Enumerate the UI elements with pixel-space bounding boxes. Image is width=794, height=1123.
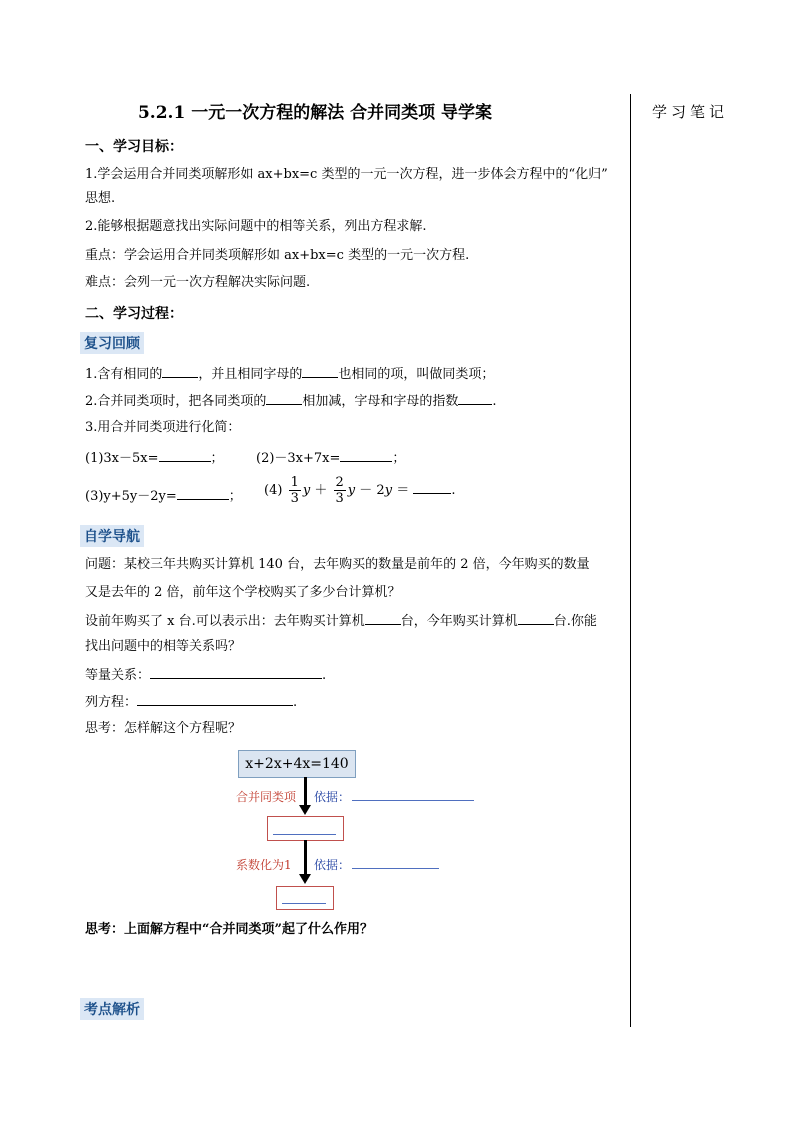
relation-row: 等量关系： .: [85, 668, 327, 683]
blank[interactable]: [365, 612, 401, 625]
fraction-1-3: $\frac{1}{3}$: [290, 475, 299, 506]
blank[interactable]: [458, 392, 492, 405]
blank[interactable]: [137, 693, 293, 706]
problem-line2: 又是去年的 2 倍，前年这个学校购买了多少台计算机？: [85, 585, 401, 600]
step2-label: 系数化为1: [236, 858, 292, 872]
blank[interactable]: [518, 612, 554, 625]
arrow-down-icon: [304, 777, 307, 807]
section1-heading: 一、学习目标：: [85, 139, 183, 155]
basis-label-1: 依据：: [314, 790, 351, 804]
review-q2: 2.合并同类项时，把各同类项的 相加减，字母和字母的指数 .: [85, 394, 497, 409]
difficulty: 难点：会列一元一次方程解决实际问题.: [85, 275, 311, 290]
review-q3: 3.用合并同类项进行化简：: [85, 420, 241, 435]
blank[interactable]: [162, 365, 198, 378]
blank[interactable]: [177, 487, 229, 500]
basis-blank-1[interactable]: [352, 800, 474, 801]
arrow-down-icon: [304, 840, 307, 876]
step1-label: 合并同类项: [236, 790, 297, 804]
result-blank-1[interactable]: [273, 834, 336, 835]
review-label: 复习回顾: [80, 332, 144, 354]
basis-label-2: 依据：: [314, 858, 351, 872]
blank[interactable]: [150, 666, 322, 679]
equation-box: x+2x+4x=140: [238, 750, 356, 778]
goal1-line2: 思想.: [85, 191, 116, 206]
setup-line1: 设前年购买了 x 台.可以表示出：去年购买计算机 台，今年购买计算机 台.你能: [85, 614, 597, 629]
review-q1: 1.含有相同的 ，并且相同字母的 也相同的项，叫做同类项；: [85, 367, 495, 382]
section2-heading: 二、学习过程：: [85, 306, 183, 322]
goal2: 2.能够根据题意找出实际问题中的相等关系，列出方程求解.: [85, 219, 427, 234]
page-title: 5.2.1 一元一次方程的解法 合并同类项 导学案: [137, 103, 493, 123]
blank[interactable]: [340, 449, 392, 462]
blank[interactable]: [413, 481, 451, 494]
think2: 思考：上面解方程中“合并同类项”起了什么作用？: [85, 922, 373, 937]
problem-line1: 问题：某校三年共购买计算机 140 台，去年购买的数量是前年的 2 倍，今年购买的数量: [85, 557, 590, 572]
blank[interactable]: [159, 449, 211, 462]
expr2: (2)－3x+7x= ；: [256, 451, 406, 466]
expr3: (3)y+5y－2y= ；: [85, 489, 242, 504]
expr1: (1)3x－5x= ；: [85, 451, 224, 466]
analysis-label: 考点解析: [80, 998, 144, 1020]
fraction-2-3: $\frac{2}{3}$: [335, 475, 344, 506]
study-notes-label: 学习笔记: [652, 103, 729, 121]
arrow-head-icon: [299, 805, 311, 815]
notes-divider: [630, 94, 631, 1027]
result-box-2: [276, 886, 334, 910]
result-box-1: [267, 816, 344, 841]
blank[interactable]: [266, 392, 302, 405]
think1: 思考：怎样解这个方程呢？: [85, 721, 242, 736]
basis-blank-2[interactable]: [352, 868, 439, 869]
goal1-line1: 1.学会运用合并同类项解形如 ax+bx=c 类型的一元一次方程，进一步体会方程中的“化归”: [85, 167, 608, 182]
expr4: (4) $\frac{1}{3}$ y ＋ $\frac{2}{3}$ y － 2y ＝ .: [264, 475, 456, 506]
result-blank-2[interactable]: [282, 903, 326, 904]
blank[interactable]: [302, 365, 338, 378]
self-study-label: 自学导航: [80, 525, 144, 547]
arrow-head-icon: [299, 874, 311, 884]
equation-row: 列方程： .: [85, 695, 298, 710]
key-point: 重点：学会运用合并同类项解形如 ax+bx=c 类型的一元一次方程.: [85, 248, 470, 263]
setup-line2: 找出问题中的相等关系吗？: [85, 639, 242, 654]
